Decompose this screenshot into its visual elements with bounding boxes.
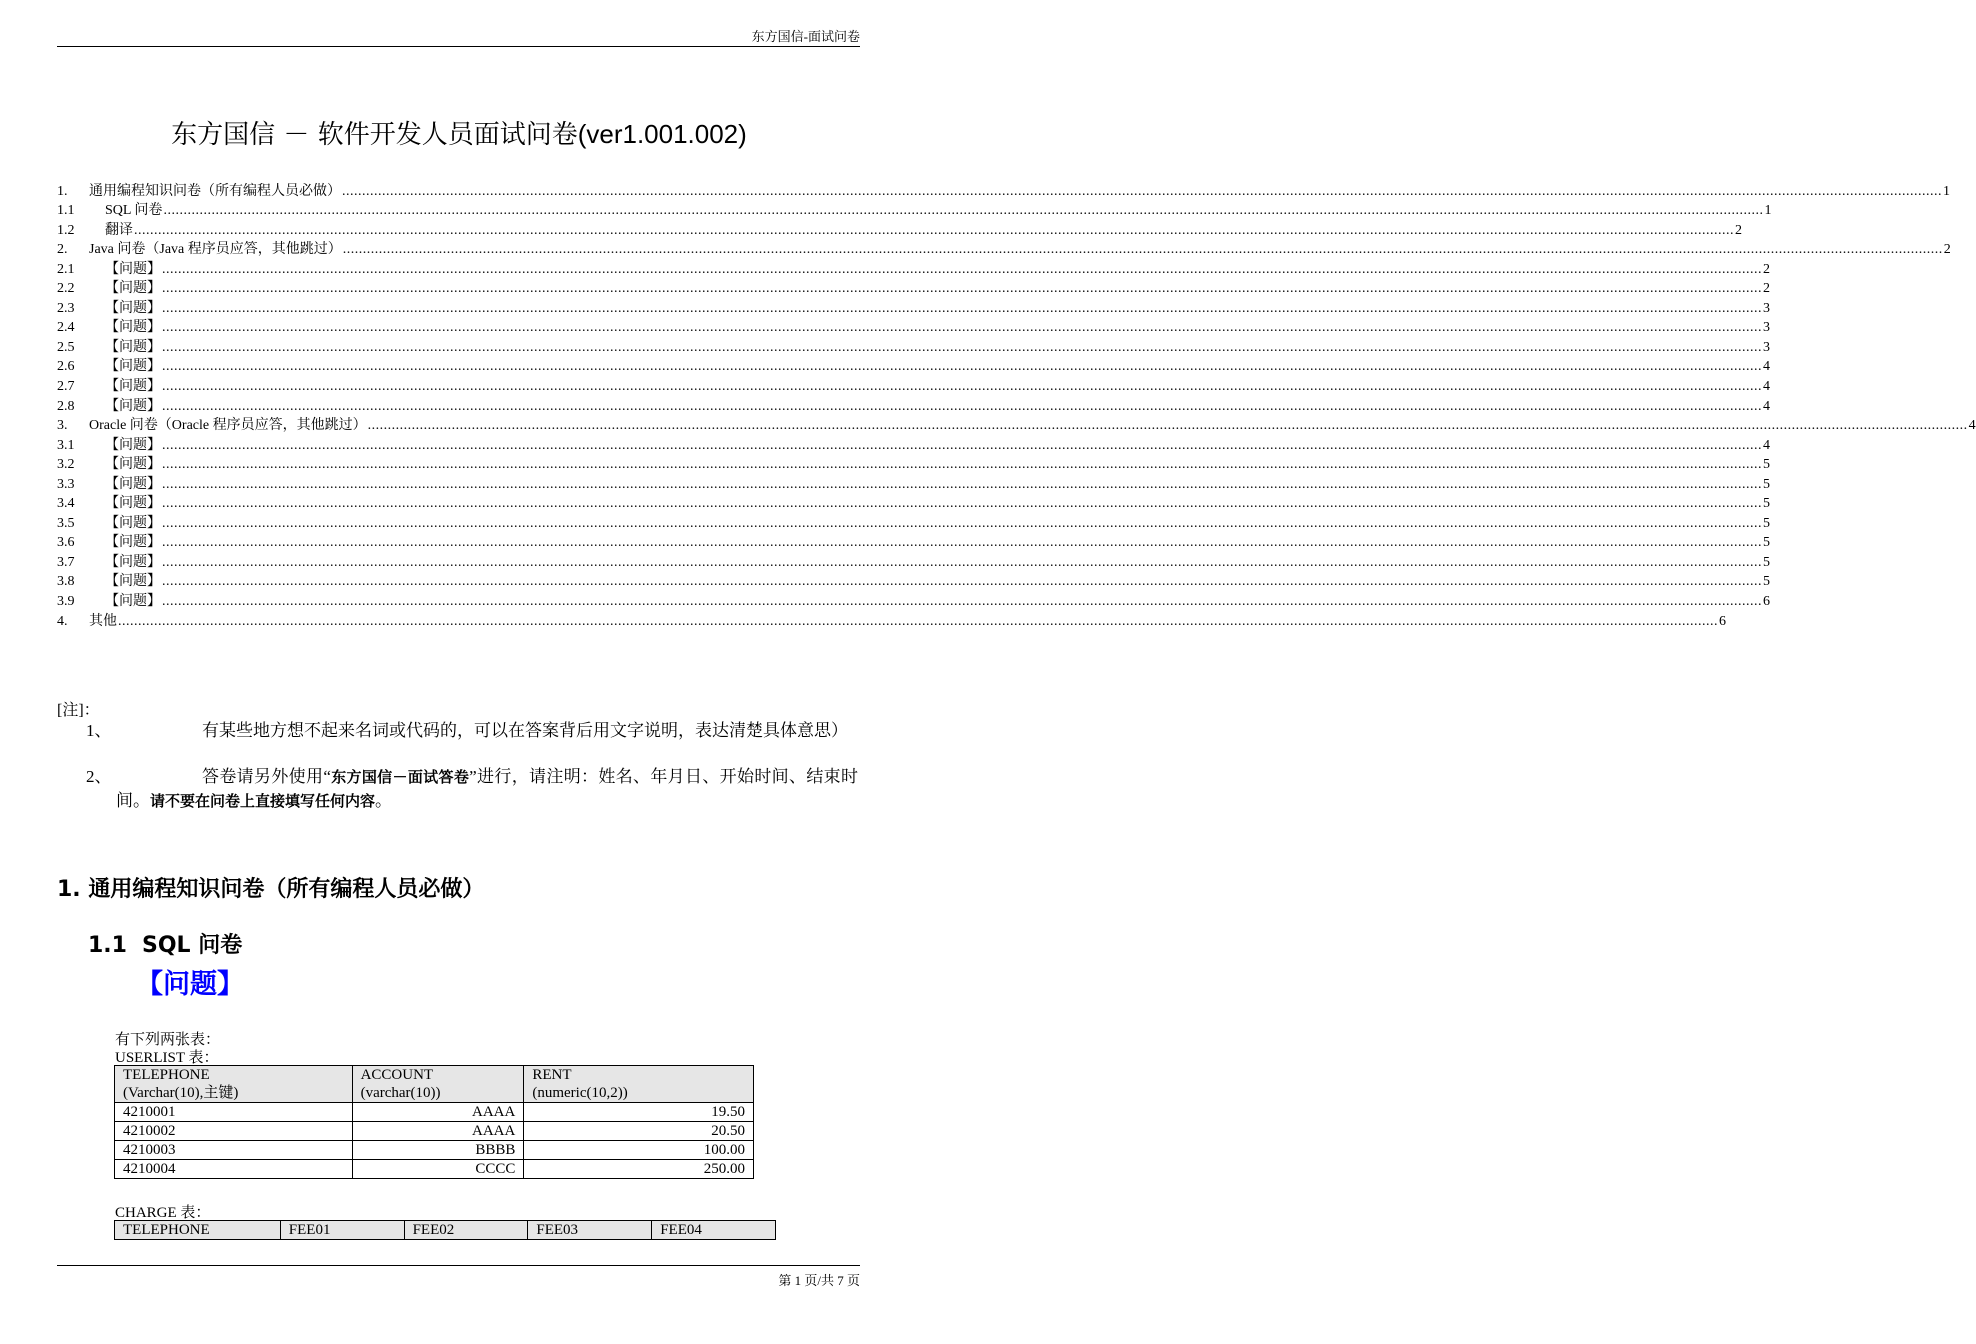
page-header-title: 东方国信-面试问卷 bbox=[751, 29, 860, 44]
toc-entry-page: 4 bbox=[1763, 379, 1770, 395]
toc-entry-text: 【问题】 bbox=[105, 339, 161, 355]
toc-entry-text: 【问题】 bbox=[105, 437, 161, 453]
note-item-2-bold: 请不要在问卷上直接填写任何内容 bbox=[150, 792, 376, 810]
section-1-1-title: SQL 问卷 bbox=[142, 933, 243, 958]
cell-telephone: 4210004 bbox=[115, 1160, 353, 1179]
toc-entry-text: 【问题】 bbox=[105, 594, 161, 610]
toc-entry-number: 3.8 bbox=[57, 574, 75, 590]
toc-entry-number: 3.4 bbox=[57, 496, 75, 512]
toc-entry-text: 【问题】 bbox=[105, 281, 161, 297]
intro-line-1: 有下列两张表： bbox=[115, 1032, 221, 1048]
toc-entry-text: 【问题】 bbox=[105, 300, 161, 316]
toc-entry-page: 4 bbox=[1968, 418, 1976, 434]
userlist-header-account: ACCOUNT (varchar(10)) bbox=[352, 1066, 524, 1103]
question-heading: 【问题】 bbox=[136, 969, 244, 1000]
charge-header-fee04: FEE04 bbox=[652, 1221, 776, 1240]
table-of-contents bbox=[57, 181, 1976, 631]
toc-entry-number: 3.3 bbox=[57, 476, 75, 492]
note-item-1-number: 1、 bbox=[86, 721, 112, 740]
toc-leader-dots: ................................................................................................................................................................................................................................................................................................................................................................................................................ bbox=[162, 457, 1762, 473]
document-title bbox=[0, 114, 918, 151]
toc-entry-number: 2.3 bbox=[57, 300, 75, 316]
toc-entry-page: 1 bbox=[1943, 183, 1950, 199]
toc-entry-text: SQL 问卷 bbox=[105, 203, 163, 219]
toc-entry-number: 1.2 bbox=[57, 222, 75, 238]
toc-entry-text: 【问题】 bbox=[105, 457, 161, 473]
table-row bbox=[115, 1141, 754, 1160]
toc-entry[interactable] bbox=[57, 591, 1770, 611]
toc-entry[interactable] bbox=[57, 298, 1770, 318]
document-title-main: 东方国信 － 软件开发人员面试问卷 bbox=[171, 120, 578, 150]
toc-entry[interactable] bbox=[57, 494, 1770, 514]
toc-entry-number: 2.8 bbox=[57, 398, 75, 414]
notes-label: [注]： bbox=[57, 702, 100, 719]
toc-entry-page: 2 bbox=[1763, 281, 1770, 297]
toc-entry[interactable] bbox=[57, 201, 1772, 221]
toc-entry[interactable] bbox=[57, 455, 1770, 475]
toc-entry-text: 其他 bbox=[89, 613, 117, 629]
toc-entry[interactable] bbox=[57, 533, 1770, 553]
toc-leader-dots: ................................................................................................................................................................................................................................................................................................................................................................................................................ bbox=[162, 300, 1762, 316]
cell-rent: 100.00 bbox=[524, 1141, 754, 1160]
toc-entry-text: 【问题】 bbox=[105, 320, 161, 336]
toc-leader-dots: ................................................................................................................................................................................................................................................................................................................................................................................................................ bbox=[162, 594, 1762, 610]
toc-leader-dots: ................................................................................................................................................................................................................................................................................................................................................................................................................ bbox=[342, 183, 1942, 199]
toc-leader-dots: ................................................................................................................................................................................................................................................................................................................................................................................................................ bbox=[162, 359, 1762, 375]
intro-line-2: USERLIST 表： bbox=[115, 1050, 219, 1066]
toc-entry-page: 5 bbox=[1763, 457, 1770, 473]
toc-entry-page: 2 bbox=[1763, 261, 1770, 277]
userlist-table bbox=[114, 1065, 754, 1179]
toc-entry-number: 2.4 bbox=[57, 320, 75, 336]
toc-entry[interactable] bbox=[57, 279, 1770, 299]
toc-leader-dots: ................................................................................................................................................................................................................................................................................................................................................................................................................ bbox=[162, 437, 1762, 453]
toc-entry-number: 1. bbox=[57, 183, 68, 199]
section-1-heading: 1. 通用编程知识问卷（所有编程人员必做） bbox=[57, 877, 485, 902]
toc-entry-text: 【问题】 bbox=[105, 261, 161, 277]
note-item-2-quoted: 东方国信－面试答卷 bbox=[330, 768, 470, 786]
note-item-2-number: 2、 bbox=[86, 767, 112, 786]
toc-leader-dots: ................................................................................................................................................................................................................................................................................................................................................................................................................ bbox=[162, 496, 1762, 512]
toc-leader-dots: ................................................................................................................................................................................................................................................................................................................................................................................................................ bbox=[162, 554, 1762, 570]
toc-entry[interactable] bbox=[57, 513, 1770, 533]
toc-leader-dots: ................................................................................................................................................................................................................................................................................................................................................................................................................ bbox=[162, 515, 1762, 531]
toc-entry-text: 【问题】 bbox=[105, 359, 161, 375]
toc-entry-number: 2.2 bbox=[57, 281, 75, 297]
toc-entry[interactable] bbox=[57, 337, 1770, 357]
toc-entry-page: 6 bbox=[1763, 594, 1770, 610]
cell-rent: 19.50 bbox=[524, 1103, 754, 1122]
cell-telephone: 4210002 bbox=[115, 1122, 353, 1141]
toc-entry-page: 5 bbox=[1763, 476, 1770, 492]
toc-entry-page: 5 bbox=[1763, 535, 1770, 551]
toc-entry-number: 3. bbox=[57, 418, 68, 434]
toc-entry-number: 3.9 bbox=[57, 594, 75, 610]
toc-entry-number: 4. bbox=[57, 613, 68, 629]
footer-rule bbox=[57, 1265, 860, 1266]
toc-entry[interactable] bbox=[57, 572, 1770, 592]
cell-account: BBBB bbox=[352, 1141, 524, 1160]
toc-entry-text: 【问题】 bbox=[105, 398, 161, 414]
toc-leader-dots: ................................................................................................................................................................................................................................................................................................................................................................................................................ bbox=[162, 535, 1762, 551]
table-row bbox=[115, 1122, 754, 1141]
cell-account: AAAA bbox=[352, 1103, 524, 1122]
toc-entry-text: 【问题】 bbox=[105, 554, 161, 570]
toc-entry[interactable] bbox=[57, 318, 1770, 338]
note-item-2-text-mid: ”进行，请注明：姓名、年月日、开始时间、结束时间。 bbox=[116, 767, 858, 810]
toc-entry-page: 2 bbox=[1735, 222, 1742, 238]
toc-entry-page: 5 bbox=[1763, 574, 1770, 590]
userlist-header-rent: RENT (numeric(10,2)) bbox=[524, 1066, 754, 1103]
toc-leader-dots: ................................................................................................................................................................................................................................................................................................................................................................................................................ bbox=[162, 281, 1762, 297]
toc-entry-number: 3.2 bbox=[57, 457, 75, 473]
toc-entry-number: 3.7 bbox=[57, 554, 75, 570]
toc-leader-dots: ................................................................................................................................................................................................................................................................................................................................................................................................................ bbox=[162, 476, 1762, 492]
toc-entry-text: Oracle 问卷（Oracle 程序员应答，其他跳过） bbox=[89, 418, 367, 434]
toc-entry[interactable] bbox=[57, 240, 1951, 260]
note-item-2-text bbox=[86, 765, 858, 813]
page-footer-number: 第 1 页/共 7 页 bbox=[778, 1273, 860, 1288]
toc-entry-number: 2.6 bbox=[57, 359, 75, 375]
toc-entry-text: 【问题】 bbox=[105, 379, 161, 395]
toc-entry-page: 4 bbox=[1763, 437, 1770, 453]
toc-entry-page: 3 bbox=[1763, 320, 1770, 336]
toc-entry-text: 翻译 bbox=[105, 222, 133, 238]
toc-leader-dots: ................................................................................................................................................................................................................................................................................................................................................................................................................ bbox=[162, 398, 1762, 414]
toc-leader-dots: ................................................................................................................................................................................................................................................................................................................................................................................................................ bbox=[162, 261, 1762, 277]
toc-entry-page: 5 bbox=[1763, 554, 1770, 570]
table-row bbox=[115, 1160, 754, 1179]
cell-telephone: 4210003 bbox=[115, 1141, 353, 1160]
toc-entry[interactable] bbox=[57, 181, 1950, 201]
toc-entry[interactable] bbox=[57, 435, 1770, 455]
toc-entry-number: 2. bbox=[57, 242, 68, 258]
userlist-header-row bbox=[115, 1066, 754, 1103]
toc-entry[interactable] bbox=[57, 376, 1770, 396]
toc-entry[interactable] bbox=[57, 552, 1770, 572]
toc-entry-page: 4 bbox=[1763, 398, 1770, 414]
note-item-1-text: 有某些地方想不起来名词或代码的，可以在答案背后用文字说明，表达清楚具体意思） bbox=[202, 721, 848, 740]
note-item-2-text-before: 答卷请另外使用“ bbox=[202, 767, 331, 786]
toc-leader-dots: ................................................................................................................................................................................................................................................................................................................................................................................................................ bbox=[367, 418, 1968, 434]
note-item-2 bbox=[86, 765, 858, 813]
toc-entry[interactable] bbox=[57, 611, 1726, 631]
toc-leader-dots: ................................................................................................................................................................................................................................................................................................................................................................................................................ bbox=[162, 339, 1762, 355]
toc-entry[interactable] bbox=[57, 220, 1742, 240]
userlist-header-telephone: TELEPHONE (Varchar(10),主键) bbox=[115, 1066, 353, 1103]
toc-entry-page: 5 bbox=[1763, 496, 1770, 512]
toc-leader-dots: ................................................................................................................................................................................................................................................................................................................................................................................................................ bbox=[134, 222, 1734, 238]
toc-leader-dots: ................................................................................................................................................................................................................................................................................................................................................................................................................ bbox=[162, 320, 1762, 336]
toc-entry[interactable] bbox=[57, 416, 1976, 436]
toc-entry-page: 6 bbox=[1719, 613, 1726, 629]
toc-entry[interactable] bbox=[57, 259, 1770, 279]
cell-rent: 250.00 bbox=[524, 1160, 754, 1179]
cell-account: AAAA bbox=[352, 1122, 524, 1141]
charge-header-fee01: FEE01 bbox=[280, 1221, 404, 1240]
toc-entry-number: 1.1 bbox=[57, 203, 75, 219]
toc-entry-text: 【问题】 bbox=[105, 535, 161, 551]
note-item-2-end: 。 bbox=[375, 791, 393, 810]
section-1-1-heading bbox=[88, 928, 242, 959]
toc-entry-text: 【问题】 bbox=[105, 574, 161, 590]
cell-telephone: 4210001 bbox=[115, 1103, 353, 1122]
header-rule bbox=[57, 46, 860, 47]
toc-entry-page: 3 bbox=[1763, 339, 1770, 355]
charge-header-fee02: FEE02 bbox=[404, 1221, 528, 1240]
toc-entry-text: 【问题】 bbox=[105, 496, 161, 512]
charge-header-row bbox=[115, 1221, 776, 1240]
toc-entry-text: 通用编程知识问卷（所有编程人员必做） bbox=[89, 183, 341, 199]
toc-leader-dots: ................................................................................................................................................................................................................................................................................................................................................................................................................ bbox=[118, 613, 1718, 629]
toc-entry-text: Java 问卷（Java 程序员应答，其他跳过） bbox=[89, 242, 342, 258]
toc-entry-text: 【问题】 bbox=[105, 476, 161, 492]
section-1-1-number: 1.1 bbox=[88, 933, 127, 958]
toc-leader-dots: ................................................................................................................................................................................................................................................................................................................................................................................................................ bbox=[162, 379, 1762, 395]
charge-table bbox=[114, 1220, 776, 1240]
toc-entry[interactable] bbox=[57, 357, 1770, 377]
charge-label: CHARGE 表： bbox=[115, 1205, 211, 1221]
toc-entry-number: 3.1 bbox=[57, 437, 75, 453]
cell-rent: 20.50 bbox=[524, 1122, 754, 1141]
toc-entry[interactable] bbox=[57, 474, 1770, 494]
toc-entry-text: 【问题】 bbox=[105, 515, 161, 531]
table-row bbox=[115, 1103, 754, 1122]
toc-entry-page: 3 bbox=[1763, 300, 1770, 316]
toc-entry-number: 2.5 bbox=[57, 339, 75, 355]
toc-entry-number: 2.7 bbox=[57, 379, 75, 395]
cell-account: CCCC bbox=[352, 1160, 524, 1179]
toc-entry-number: 3.6 bbox=[57, 535, 75, 551]
document-title-version: (ver1.001.002) bbox=[577, 119, 747, 149]
toc-entry-number: 3.5 bbox=[57, 515, 75, 531]
toc-entry-number: 2.1 bbox=[57, 261, 75, 277]
toc-entry-page: 2 bbox=[1943, 242, 1951, 258]
charge-header-telephone: TELEPHONE bbox=[115, 1221, 281, 1240]
charge-header-fee03: FEE03 bbox=[528, 1221, 652, 1240]
toc-leader-dots: ................................................................................................................................................................................................................................................................................................................................................................................................................ bbox=[162, 574, 1762, 590]
toc-entry-page: 4 bbox=[1763, 359, 1770, 375]
toc-leader-dots: ................................................................................................................................................................................................................................................................................................................................................................................................................ bbox=[342, 242, 1943, 258]
toc-entry-page: 1 bbox=[1764, 203, 1772, 219]
toc-leader-dots: ................................................................................................................................................................................................................................................................................................................................................................................................................ bbox=[163, 203, 1764, 219]
note-item-1 bbox=[86, 719, 858, 743]
toc-entry[interactable] bbox=[57, 396, 1770, 416]
toc-entry-page: 5 bbox=[1763, 515, 1770, 531]
